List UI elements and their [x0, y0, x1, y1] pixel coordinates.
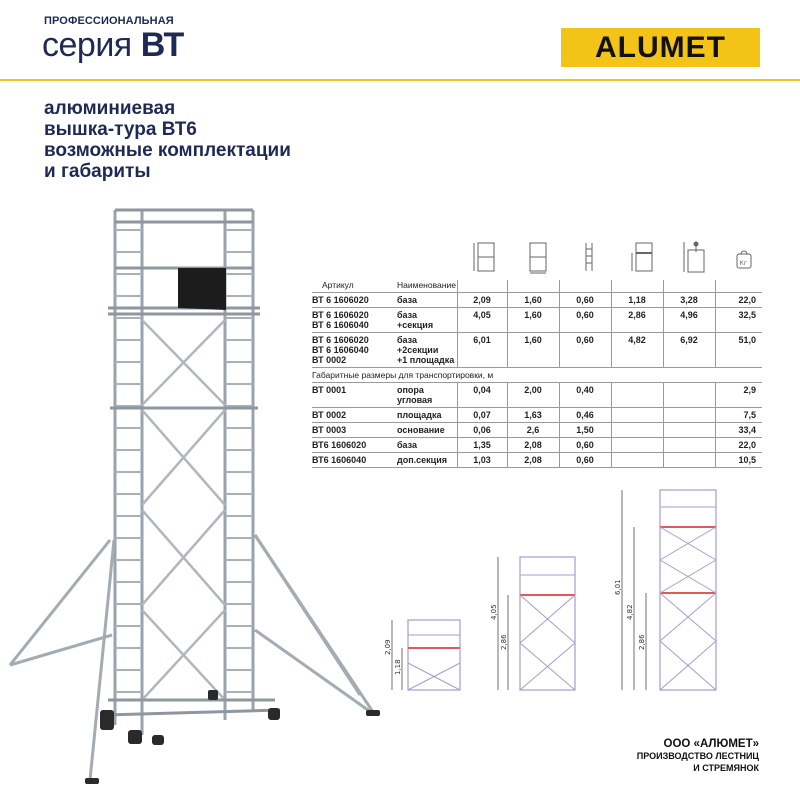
value-cell: 2,09 — [457, 293, 507, 308]
table-row — [312, 423, 762, 438]
title-line: вышка-тура ВТ6 — [44, 119, 197, 140]
col-article: Артикул — [322, 280, 354, 290]
weight-cell: 22,0 — [715, 293, 762, 308]
article-cell: ВТ 0002 — [312, 408, 397, 423]
dimension-label: 4,82 — [626, 604, 634, 620]
table-row — [312, 333, 762, 368]
name-cell: база +секция — [397, 308, 457, 333]
name-cell: опора угловая — [397, 383, 457, 408]
weight-cell: 33,4 — [715, 423, 762, 438]
spec-table — [312, 280, 762, 468]
table-row — [312, 453, 762, 468]
value-cell: 0,60 — [559, 308, 611, 333]
platform-height-icon — [630, 240, 658, 274]
logo-text: ALUMET — [595, 30, 726, 64]
value-cell: 0,46 — [559, 408, 611, 423]
value-cell: 1,60 — [507, 333, 559, 368]
page-title — [44, 98, 291, 182]
article-cell: ВТ6 1606020 — [312, 438, 397, 453]
article-cell: ВТ 6 1606020 — [312, 293, 397, 308]
article-cell: ВТ6 1606040 — [312, 453, 397, 468]
weight-cell: 10,5 — [715, 453, 762, 468]
weight-cell: 22,0 — [715, 438, 762, 453]
value-cell: 0,60 — [559, 333, 611, 368]
header-divider — [0, 79, 800, 81]
name-cell: площадка — [397, 408, 457, 423]
table-row — [312, 438, 762, 453]
article-cell: ВТ 6 1606020 ВТ 6 1606040 ВТ 0002 — [312, 333, 397, 368]
transport-caption-row — [312, 368, 762, 383]
series-word: серия — [42, 26, 132, 64]
table-row — [312, 308, 762, 333]
col-name: Наименование — [397, 280, 456, 290]
company-name: ООО «АЛЮМЕТ» — [663, 738, 759, 750]
table-row — [312, 293, 762, 308]
value-cell: 1,50 — [559, 423, 611, 438]
value-cell: 1,03 — [457, 453, 507, 468]
value-cell: 6,01 — [457, 333, 507, 368]
value-cell: 6,92 — [663, 333, 715, 368]
title-line: возможные комплектации — [44, 140, 291, 161]
value-cell: 4,82 — [611, 333, 663, 368]
weight-cell: 32,5 — [715, 308, 762, 333]
series-name — [42, 26, 184, 65]
weight-cell: 2,9 — [715, 383, 762, 408]
value-cell: 0,60 — [559, 453, 611, 468]
value-cell: 1,60 — [507, 308, 559, 333]
dimension-icons-row — [312, 240, 762, 280]
series-label: ПРОФЕССИОНАЛЬНАЯ — [44, 15, 174, 27]
transport-caption: Габаритные размеры для транспортировки, м — [312, 368, 762, 383]
value-cell: 4,96 — [663, 308, 715, 333]
value-cell: 2,08 — [507, 453, 559, 468]
weight-unit: Кг — [739, 260, 747, 267]
series-code: ВТ — [140, 26, 184, 64]
configuration-diagrams — [370, 485, 770, 705]
depth-icon — [580, 240, 600, 274]
name-cell: база — [397, 438, 457, 453]
value-cell: 0,07 — [457, 408, 507, 423]
value-cell: 1,18 — [611, 293, 663, 308]
value-cell: 1,63 — [507, 408, 559, 423]
value-cell: 0,60 — [559, 293, 611, 308]
name-cell: основание — [397, 423, 457, 438]
value-cell: 2,86 — [611, 308, 663, 333]
value-cell: 1,60 — [507, 293, 559, 308]
diagram-base — [384, 620, 460, 690]
table-row — [312, 408, 762, 423]
value-cell: 3,28 — [663, 293, 715, 308]
weight-cell: 7,5 — [715, 408, 762, 423]
article-cell: ВТ 6 1606020 ВТ 6 1606040 — [312, 308, 397, 333]
width-icon — [524, 240, 552, 274]
value-cell: 0,04 — [457, 383, 507, 408]
name-cell: база — [397, 293, 457, 308]
spec-table-block — [312, 240, 762, 468]
dimension-label: 2,86 — [638, 634, 646, 650]
weight-cell: 51,0 — [715, 333, 762, 368]
table-row — [312, 383, 762, 408]
dimension-label: 1,18 — [394, 659, 402, 675]
value-cell: 2,6 — [507, 423, 559, 438]
value-cell: 4,05 — [457, 308, 507, 333]
value-cell: 1,35 — [457, 438, 507, 453]
title-line: алюминиевая — [44, 98, 176, 119]
value-cell: 0,40 — [559, 383, 611, 408]
article-cell: ВТ 0001 — [312, 383, 397, 408]
value-cell: 2,00 — [507, 383, 559, 408]
name-cell: доп.секция — [397, 453, 457, 468]
dimension-label: 4,05 — [490, 604, 498, 620]
dimension-label: 2,86 — [500, 634, 508, 650]
dimension-label: 2,09 — [384, 639, 392, 655]
alumet-logo — [561, 28, 760, 67]
working-height-icon — [682, 240, 710, 274]
diagram-full — [614, 490, 716, 690]
article-cell: ВТ 0003 — [312, 423, 397, 438]
toe-board — [178, 268, 226, 310]
value-cell: 2,08 — [507, 438, 559, 453]
name-cell: база +2секции +1 площадка — [397, 333, 457, 368]
company-tagline-1: ПРОИЗВОДСТВО ЛЕСТНИЦ — [636, 751, 759, 761]
company-tagline-2: И СТРЕМЯНОК — [693, 763, 759, 773]
title-line: и габариты — [44, 161, 151, 182]
company-block — [637, 738, 759, 774]
diagram-base-section — [490, 557, 575, 690]
value-cell: 0,06 — [457, 423, 507, 438]
dimension-label: 6,01 — [614, 579, 622, 595]
value-cell: 0,60 — [559, 438, 611, 453]
weight-icon — [734, 240, 754, 274]
height-icon — [472, 240, 500, 274]
